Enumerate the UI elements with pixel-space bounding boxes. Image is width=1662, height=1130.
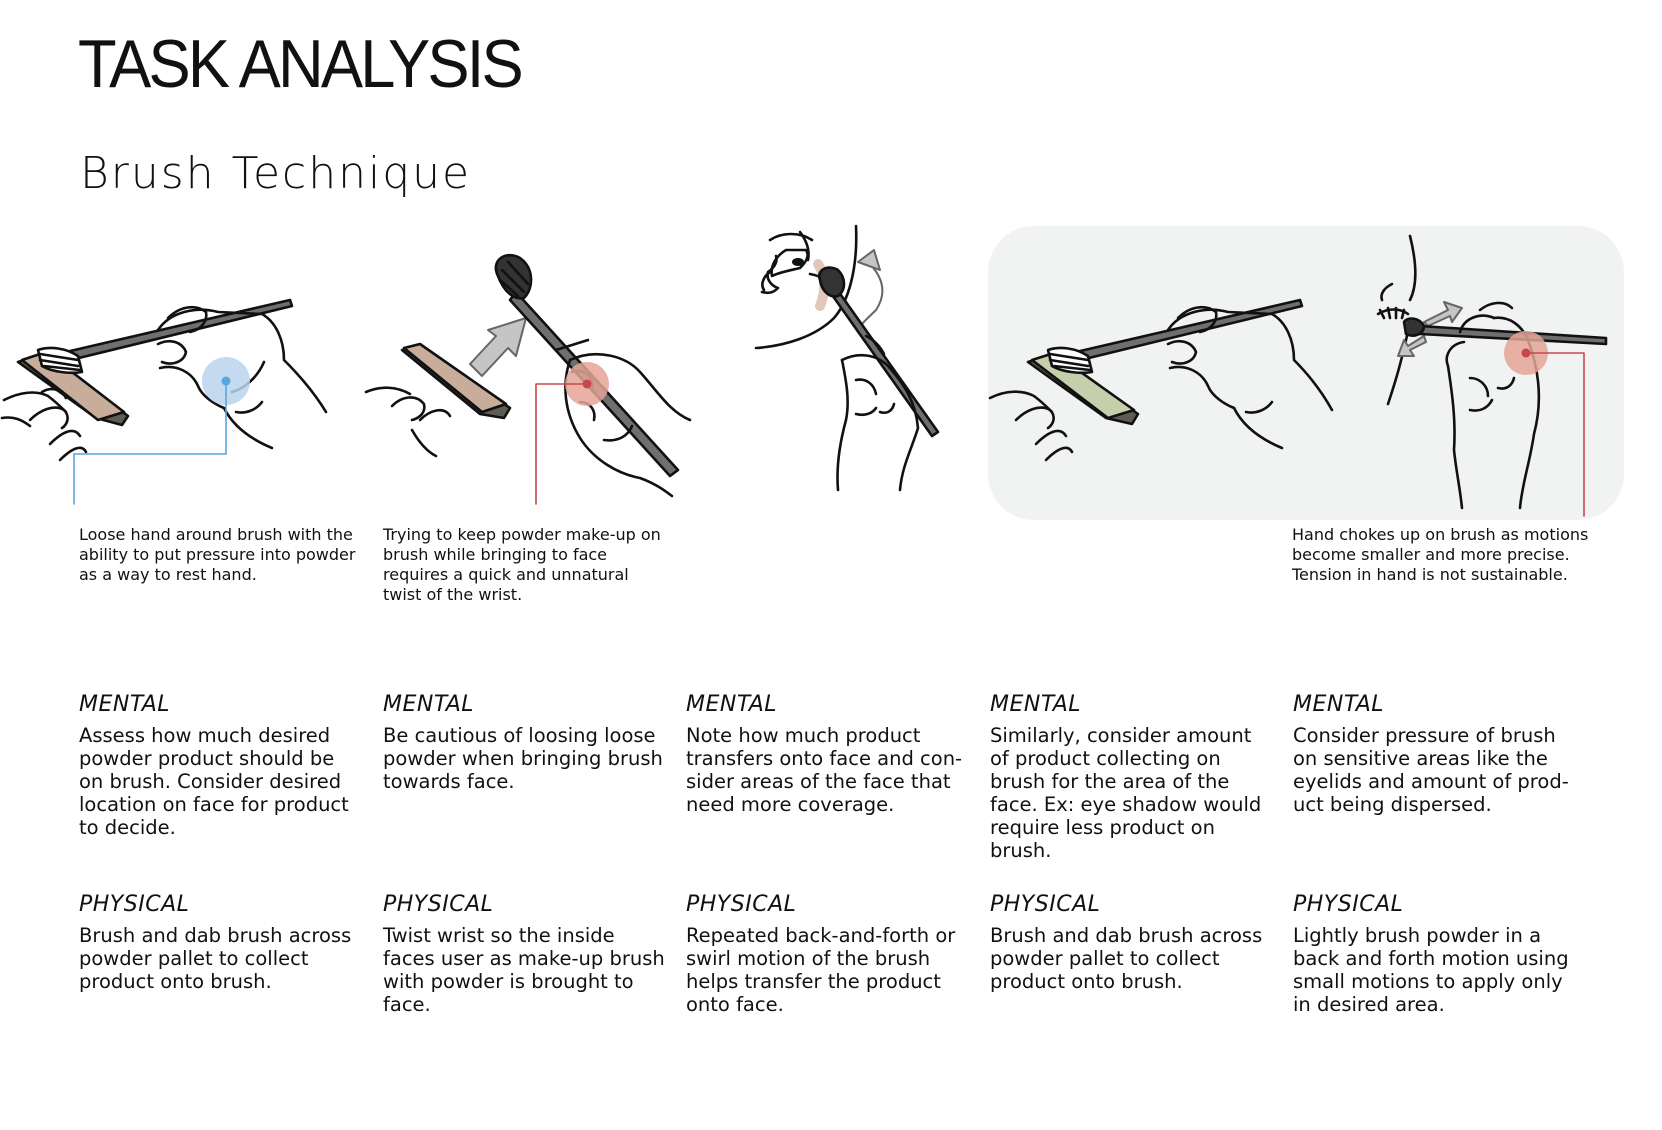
mental-text: Be cautious of loosing loose powder when bringing brush towards face. xyxy=(383,724,663,793)
hand-brush-palette-icon xyxy=(2,300,326,504)
caption-2: Trying to keep powder make-up on brush while bringing to face requires a quick and unnatural twist of the wrist. xyxy=(383,525,661,604)
physical-heading: PHYSICAL xyxy=(383,892,494,917)
physical-heading: PHYSICAL xyxy=(686,892,797,917)
physical-text: Brush and dab brush across powder pallet to collect product onto brush. xyxy=(79,924,352,993)
mental-text: Consider pressure of brush on sensitive areas like the eyelids and amount of prod-uct being dispersed. xyxy=(1293,724,1569,816)
physical-heading: PHYSICAL xyxy=(1293,892,1404,917)
page-title: TASK ANALYSIS xyxy=(78,26,521,102)
column-2 xyxy=(383,692,673,1016)
mental-heading: MENTAL xyxy=(990,692,1082,717)
mental-heading: MENTAL xyxy=(383,692,475,717)
hand-brush-palette-icon-2 xyxy=(990,300,1332,460)
physical-heading: PHYSICAL xyxy=(990,892,1101,917)
column-4 xyxy=(990,692,1280,993)
column-3 xyxy=(686,692,976,1016)
physical-heading: PHYSICAL xyxy=(79,892,190,917)
caption-5: Hand chokes up on brush as motions become smaller and more precise. Tension in hand is not sustainable. xyxy=(1292,525,1589,584)
physical-text: Brush and dab brush across powder pallet to collect product onto brush. xyxy=(990,924,1263,993)
column-5 xyxy=(1293,692,1583,1016)
mental-heading: MENTAL xyxy=(1293,692,1385,717)
mental-text: Note how much product transfers onto face and con-sider areas of the face that need more coverage. xyxy=(686,724,963,816)
column-1 xyxy=(79,692,369,993)
mental-heading: MENTAL xyxy=(686,692,778,717)
mental-text: Assess how much desired powder product should be on brush. Consider desired location on face for product to decide. xyxy=(79,724,349,839)
physical-text: Twist wrist so the inside faces user as make-up brush with powder is brought to face. xyxy=(383,924,665,1016)
wrist-twist-brush-icon xyxy=(366,255,690,504)
physical-text: Lightly brush powder in a back and forth motion using small motions to apply only in desired area. xyxy=(1293,924,1569,1016)
caption-1: Loose hand around brush with the ability to put pressure into powder as a way to rest hand. xyxy=(79,525,356,584)
mental-text: Similarly, consider amount of product collecting on brush for the area of the face. Ex: eye shadow would require less product on brush. xyxy=(990,724,1262,862)
page-subtitle: Brush Technique xyxy=(80,148,472,199)
mental-heading: MENTAL xyxy=(79,692,171,717)
face-brush-swirl-icon xyxy=(756,226,938,490)
choked-grip-eye-brush-icon xyxy=(1378,236,1606,516)
physical-text: Repeated back-and-forth or swirl motion of the brush helps transfer the product onto face. xyxy=(686,924,956,1016)
